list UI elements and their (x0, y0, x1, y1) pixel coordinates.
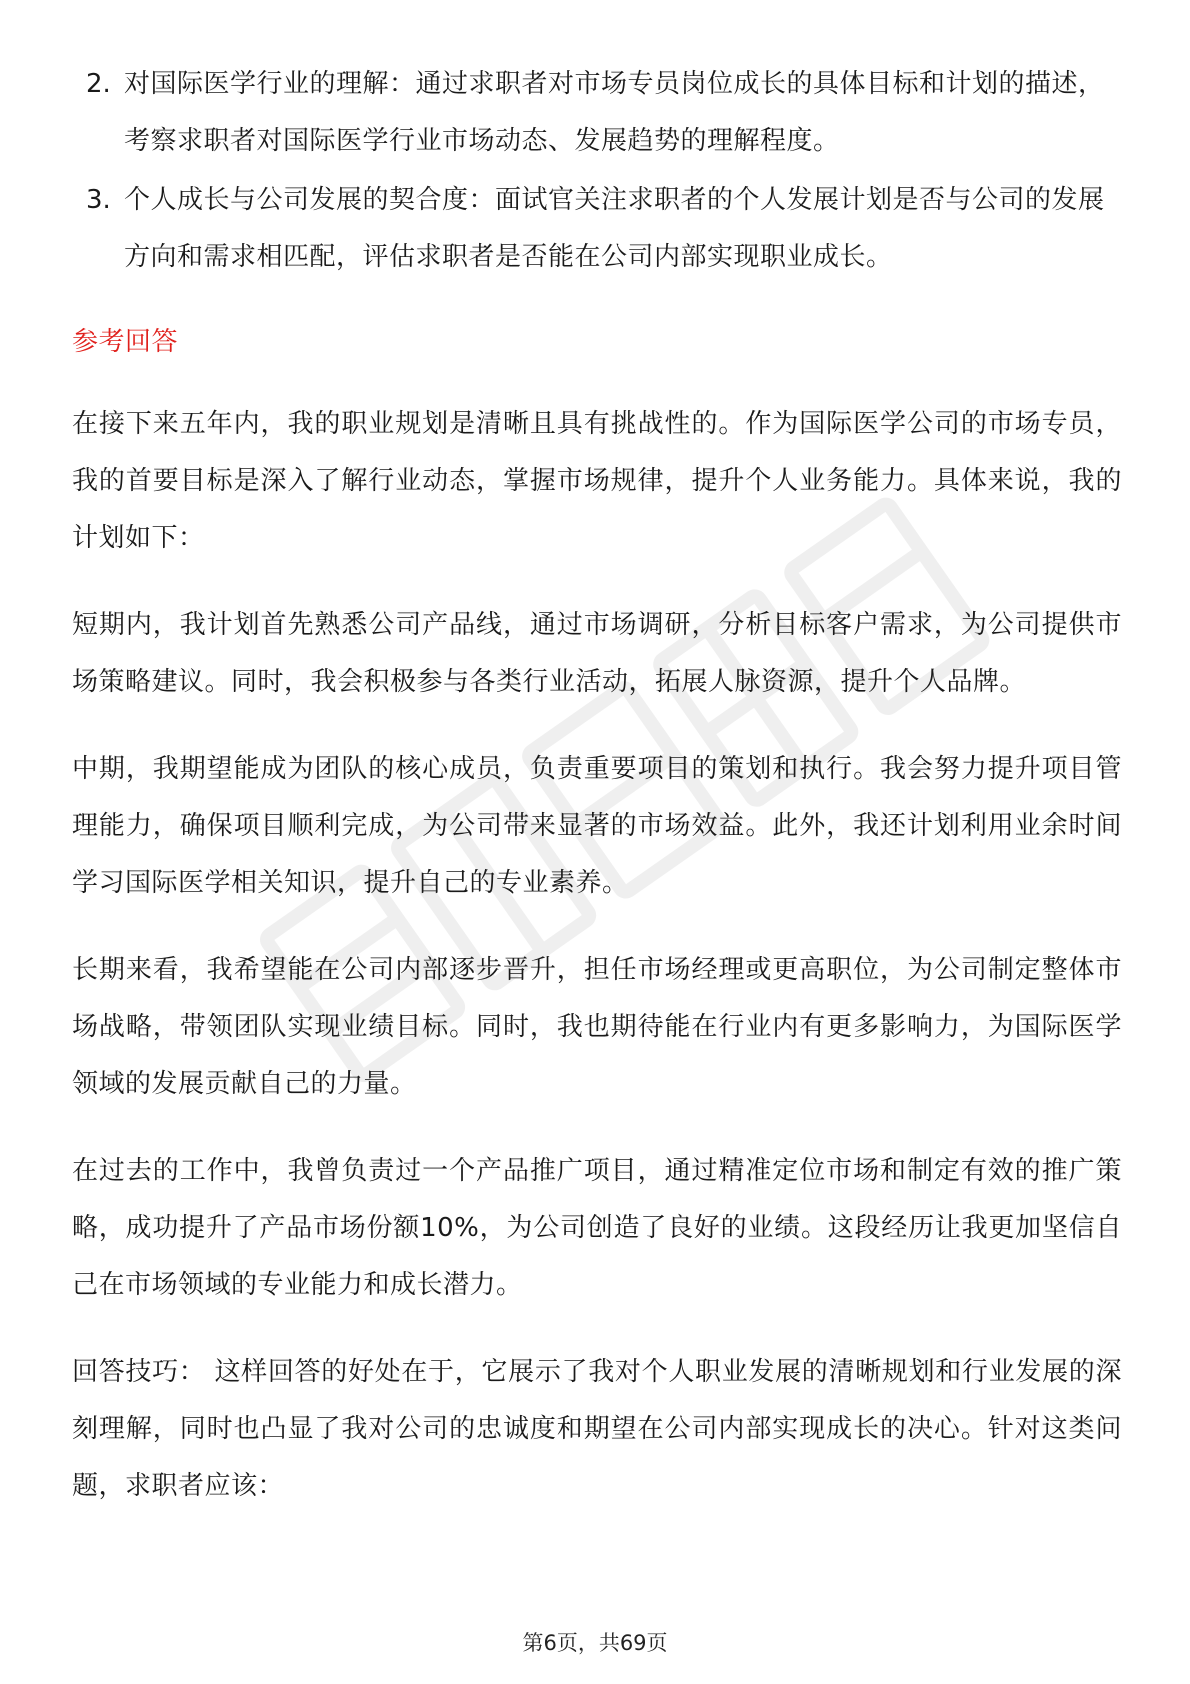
list-item (72, 56, 1122, 170)
list-item-text: 个人成长与公司发展的契合度：面试官关注求职者的个人发展计划是否与公司的发展方向和需求相匹配，评估求职者是否能在公司内部实现职业成长。 (124, 185, 1105, 272)
page-number-footer: 第6页，共69页 (522, 1631, 668, 1655)
answer-paragraph-mid-term: 中期，我期望能成为团队的核心成员，负责重要项目的策划和执行。我会努力提升项目管理能力，确保项目顺利完成，为公司带来显著的市场效益。此外，我还计划利用业余时间学习国际医学相关知识，提升自己的专业素养。 (72, 754, 1122, 898)
criteria-list (72, 56, 1122, 286)
reference-answer-heading: 参考回答 (72, 327, 179, 357)
list-item-number: 2. (86, 69, 111, 99)
answer-tips-paragraph: 回答技巧： 这样回答的好处在于，它展示了我对个人职业发展的清晰规划和行业发展的深刻理解，同时也凸显了我对公司的忠诚度和期望在公司内部实现成长的决心。针对这类问题，求职者应该： (72, 1357, 1122, 1501)
document-body (72, 56, 1122, 1545)
answer-paragraph-intro: 在接下来五年内，我的职业规划是清晰且具有挑战性的。作为国际医学公司的市场专员，我的首要目标是深入了解行业动态，掌握市场规律，提升个人业务能力。具体来说，我的计划如下： (72, 409, 1122, 553)
answer-paragraph-short-term: 短期内，我计划首先熟悉公司产品线，通过市场调研，分析目标客户需求，为公司提供市场策略建议。同时，我会积极参与各类行业活动，拓展人脉资源，提升个人品牌。 (72, 610, 1122, 697)
list-item (72, 172, 1122, 286)
list-item-text: 对国际医学行业的理解：通过求职者对市场专员岗位成长的具体目标和计划的描述，考察求职者对国际医学行业市场动态、发展趋势的理解程度。 (124, 69, 1105, 156)
answer-paragraph-long-term: 长期来看，我希望能在公司内部逐步晋升，担任市场经理或更高职位，为公司制定整体市场战略，带领团队实现业绩目标。同时，我也期待能在行业内有更多影响力，为国际医学领域的发展贡献自己的力量。 (72, 955, 1122, 1099)
answer-paragraph-experience: 在过去的工作中，我曾负责过一个产品推广项目，通过精准定位市场和制定有效的推广策略，成功提升了产品市场份额10%，为公司创造了良好的业绩。这段经历让我更加坚信自己在市场领域的专业能力和成长潜力。 (72, 1156, 1122, 1300)
list-item-number: 3. (86, 185, 111, 215)
